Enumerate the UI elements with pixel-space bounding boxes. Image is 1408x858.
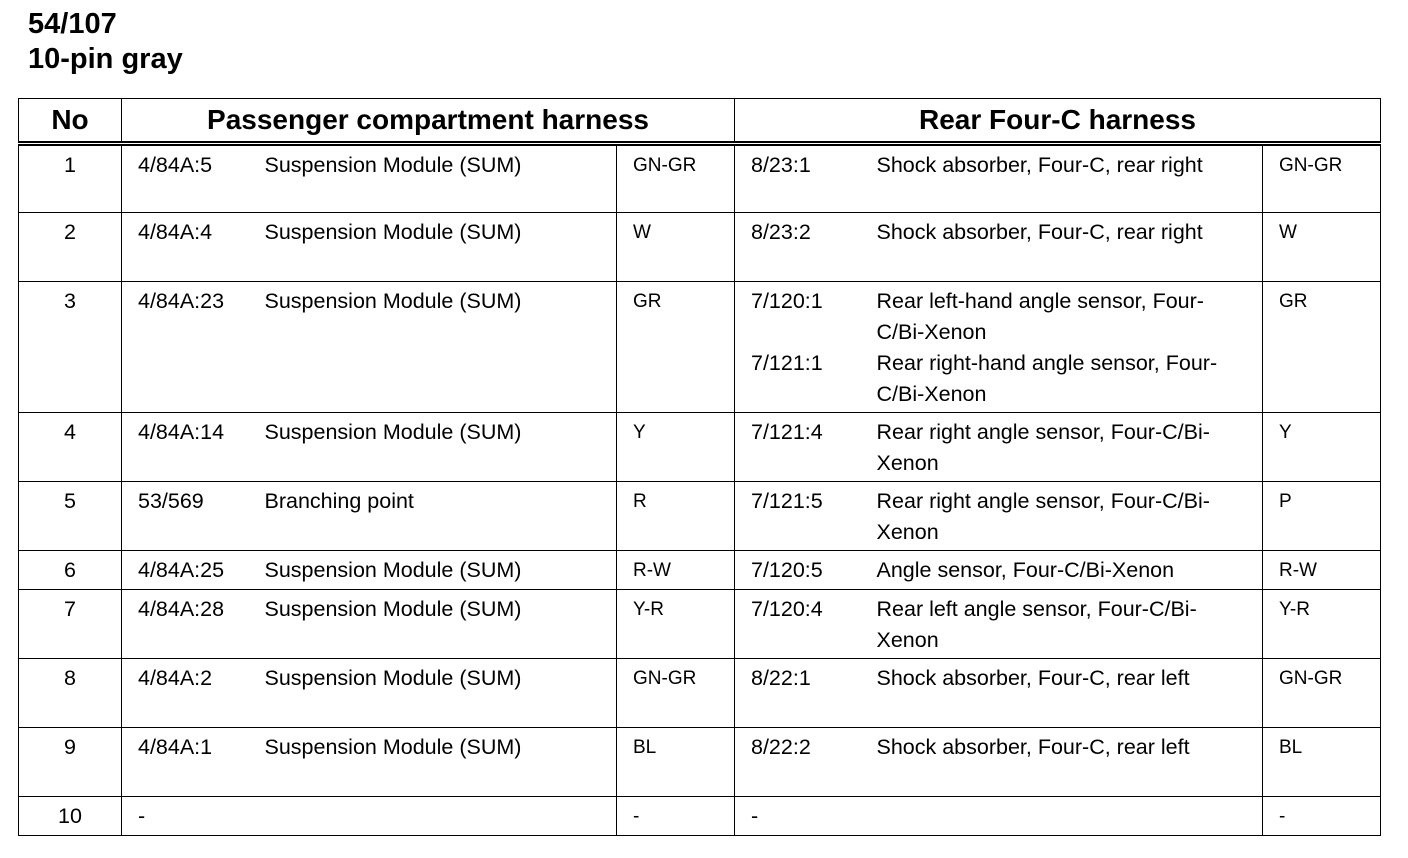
- rear-wire-color: W: [1263, 213, 1381, 282]
- passenger-component: Suspension Module (SUM): [265, 213, 617, 282]
- pin-number: 3: [19, 282, 122, 413]
- table-row: [19, 797, 1381, 836]
- passenger-component: Suspension Module (SUM): [265, 551, 617, 590]
- rear-wire-color: GN-GR: [1263, 659, 1381, 728]
- table-row: [19, 282, 1381, 413]
- rear-wire-color: GN-GR: [1263, 144, 1381, 213]
- rear-connector-ref: 8/23:2: [735, 213, 877, 282]
- table-row: [19, 413, 1381, 482]
- table-body: [19, 144, 1381, 836]
- passenger-component: Suspension Module (SUM): [265, 659, 617, 728]
- connector-description: 10-pin gray: [28, 43, 183, 75]
- rear-component: Shock absorber, Four-C, rear left: [877, 659, 1263, 728]
- pin-number: 6: [19, 551, 122, 590]
- rear-wire-color: R-W: [1263, 551, 1381, 590]
- rear-component: Rear left angle sensor, Four-C/Bi-Xenon: [877, 590, 1263, 659]
- passenger-component: Suspension Module (SUM): [265, 413, 617, 482]
- passenger-connector-ref: 53/569: [122, 482, 265, 551]
- passenger-wire-color: Y: [617, 413, 735, 482]
- rear-connector-ref-2: 7/121:1: [751, 351, 823, 375]
- rear-component: [877, 282, 1263, 413]
- table-row: [19, 551, 1381, 590]
- rear-connector-ref: [735, 282, 877, 413]
- column-header-rear-harness: Rear Four-C harness: [735, 99, 1381, 144]
- table-header-row: [19, 99, 1381, 144]
- rear-wire-color: -: [1263, 797, 1381, 836]
- rear-wire-color: Y-R: [1263, 590, 1381, 659]
- passenger-connector-ref: 4/84A:4: [122, 213, 265, 282]
- rear-component: Rear right angle sensor, Four-C/Bi-Xenon: [877, 482, 1263, 551]
- pin-number: 10: [19, 797, 122, 836]
- rear-wire-color: P: [1263, 482, 1381, 551]
- passenger-component: Branching point: [265, 482, 617, 551]
- rear-connector-ref: 7/121:4: [735, 413, 877, 482]
- table-row: [19, 728, 1381, 797]
- pin-number: 8: [19, 659, 122, 728]
- passenger-wire-color: BL: [617, 728, 735, 797]
- pin-number: 4: [19, 413, 122, 482]
- table-row: [19, 659, 1381, 728]
- rear-connector-ref: 7/120:5: [735, 551, 877, 590]
- table-row: [19, 144, 1381, 213]
- passenger-connector-ref: -: [122, 797, 265, 836]
- column-header-no: No: [19, 99, 122, 144]
- rear-component: Shock absorber, Four-C, rear right: [877, 213, 1263, 282]
- pin-number: 2: [19, 213, 122, 282]
- pin-number: 1: [19, 144, 122, 213]
- rear-connector-ref: -: [735, 797, 877, 836]
- rear-connector-ref: 8/22:1: [735, 659, 877, 728]
- pinout-table: [18, 98, 1381, 836]
- passenger-wire-color: Y-R: [617, 590, 735, 659]
- passenger-connector-ref: 4/84A:25: [122, 551, 265, 590]
- passenger-connector-ref: 4/84A:14: [122, 413, 265, 482]
- passenger-component: Suspension Module (SUM): [265, 144, 617, 213]
- table-row: [19, 482, 1381, 551]
- rear-component: Rear right angle sensor, Four-C/Bi-Xenon: [877, 413, 1263, 482]
- rear-connector-ref: 7/120:4: [735, 590, 877, 659]
- rear-connector-ref: 7/121:5: [735, 482, 877, 551]
- pin-number: 9: [19, 728, 122, 797]
- rear-connector-ref: 8/22:2: [735, 728, 877, 797]
- table-row: [19, 590, 1381, 659]
- passenger-component: [265, 797, 617, 836]
- rear-connector-ref-1: 7/120:1: [751, 289, 823, 313]
- passenger-component: Suspension Module (SUM): [265, 282, 617, 413]
- pin-number: 5: [19, 482, 122, 551]
- column-header-passenger-harness: Passenger compartment harness: [122, 99, 735, 144]
- rear-wire-color: BL: [1263, 728, 1381, 797]
- rear-component: Shock absorber, Four-C, rear right: [877, 144, 1263, 213]
- rear-component: [877, 797, 1263, 836]
- passenger-connector-ref: 4/84A:5: [122, 144, 265, 213]
- passenger-connector-ref: 4/84A:28: [122, 590, 265, 659]
- connector-id: 54/107: [28, 8, 117, 40]
- rear-wire-color: GR: [1263, 282, 1381, 413]
- rear-component: Angle sensor, Four-C/Bi-Xenon: [877, 551, 1263, 590]
- passenger-wire-color: GN-GR: [617, 144, 735, 213]
- rear-wire-color: Y: [1263, 413, 1381, 482]
- passenger-wire-color: W: [617, 213, 735, 282]
- passenger-connector-ref: 4/84A:1: [122, 728, 265, 797]
- passenger-wire-color: GN-GR: [617, 659, 735, 728]
- passenger-connector-ref: 4/84A:23: [122, 282, 265, 413]
- passenger-wire-color: R: [617, 482, 735, 551]
- rear-component-1: Rear left-hand angle sensor, Four-C/Bi-Xenon: [876, 289, 1204, 344]
- table-row: [19, 213, 1381, 282]
- passenger-wire-color: R-W: [617, 551, 735, 590]
- rear-component: Shock absorber, Four-C, rear left: [877, 728, 1263, 797]
- passenger-connector-ref: 4/84A:2: [122, 659, 265, 728]
- rear-connector-ref: 8/23:1: [735, 144, 877, 213]
- passenger-component: Suspension Module (SUM): [265, 728, 617, 797]
- passenger-wire-color: -: [617, 797, 735, 836]
- passenger-wire-color: GR: [617, 282, 735, 413]
- pin-number: 7: [19, 590, 122, 659]
- passenger-component: Suspension Module (SUM): [265, 590, 617, 659]
- rear-component-2: Rear right-hand angle sensor, Four-C/Bi-Xenon: [876, 351, 1218, 406]
